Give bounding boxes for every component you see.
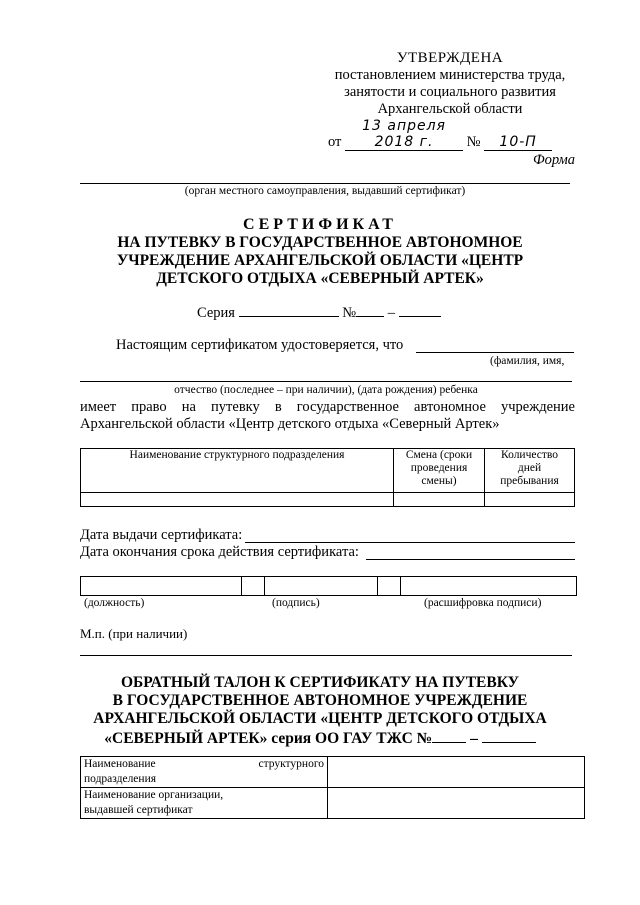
expiry-date-label: Дата окончания срока действия сертификата: xyxy=(80,544,359,560)
spacer-box xyxy=(241,576,265,596)
approval-from-label: от xyxy=(328,134,342,150)
coupon-title-4-row xyxy=(60,728,580,748)
name-caption-2: отчество (последнее – при наличии), (дата рождения) ребенка xyxy=(174,384,478,396)
decode-box[interactable] xyxy=(400,576,577,596)
approval-line-3: Архангельской области xyxy=(377,101,523,117)
approval-number-handwritten: 10-П xyxy=(484,134,552,151)
table-row xyxy=(81,493,575,507)
coupon-number-field-1[interactable] xyxy=(432,728,466,743)
cell-days[interactable] xyxy=(485,493,575,507)
certificate-subtitle-3: ДЕТСКОГО ОТДЫХА «СЕВЕРНЫЙ АРТЕК» xyxy=(156,270,484,287)
coupon-row-2-label-c: выдавшей сертификат xyxy=(84,804,193,816)
cert-number-field-1[interactable] xyxy=(356,302,384,317)
certifies-text: Настоящим сертификатом удостоверяется, что xyxy=(116,337,404,353)
stamp-label: М.п. (при наличии) xyxy=(80,626,188,641)
approval-number-label: № xyxy=(466,134,481,150)
header-shift-line: Смена (сроки xyxy=(405,449,473,461)
placement-table-header xyxy=(81,449,575,493)
table-row xyxy=(81,788,585,819)
cert-number-label: № xyxy=(342,305,357,321)
coupon-row-2-value[interactable] xyxy=(328,788,585,819)
header-structural-unit: Наименование структурного подразделения xyxy=(81,449,394,493)
coupon-row-1-label-line xyxy=(84,757,324,772)
header-days-line: Количество xyxy=(501,449,558,461)
series-row xyxy=(197,302,477,322)
approval-title: УТВЕРЖДЕНА xyxy=(396,50,504,66)
cell-shift[interactable] xyxy=(394,493,485,507)
cut-line xyxy=(80,655,572,656)
form-label: Форма xyxy=(533,152,575,168)
approval-block xyxy=(320,50,580,118)
coupon-number-field-2[interactable] xyxy=(482,728,536,743)
coupon-row-2-label-a: Наименование организации, xyxy=(84,789,224,801)
approval-date-handwritten: 13 апреля 2018 г. xyxy=(345,118,463,151)
coupon-title-1: ОБРАТНЫЙ ТАЛОН К СЕРТИФИКАТУ НА ПУТЕВКУ xyxy=(120,674,520,691)
right-line-2: Архангельской области «Центр детского отдыха «Северный Артек» xyxy=(80,416,500,432)
coupon-title-4: «СЕВЕРНЫЙ АРТЕК» серия ОО ГАУ ТЖС № xyxy=(104,730,433,747)
header-days-line: дней xyxy=(517,462,542,474)
issuer-caption: (орган местного самоуправления, выдавший сертификат) xyxy=(184,185,466,197)
spacer-box xyxy=(377,576,401,596)
certificate-title: СЕРТИФИКАТ xyxy=(243,216,397,233)
coupon-dash: – xyxy=(470,730,478,747)
coupon-row-1-label-a: Наименование xyxy=(84,758,156,770)
coupon-title-2: В ГОСУДАРСТВЕННОЕ АВТОНОМНОЕ УЧРЕЖДЕНИЕ xyxy=(112,692,528,709)
child-name-line-1[interactable] xyxy=(416,352,574,353)
series-field[interactable] xyxy=(239,302,339,317)
header-shift-line: проведения xyxy=(410,462,468,474)
coupon-row-1-label-c: подразделения xyxy=(84,773,157,785)
header-shift-line: смены) xyxy=(421,475,457,487)
approval-line-2: занятости и социального развития xyxy=(344,84,556,100)
coupon-title-block xyxy=(60,674,580,748)
certificate-title-block xyxy=(60,216,580,288)
position-caption: (должность) xyxy=(84,597,145,609)
expiry-date-field[interactable] xyxy=(366,559,575,560)
issue-date-field[interactable] xyxy=(245,542,575,543)
series-label: Серия xyxy=(197,305,235,321)
approval-date-row xyxy=(328,118,578,151)
cert-number-field-2[interactable] xyxy=(399,302,441,317)
position-box[interactable] xyxy=(80,576,242,596)
coupon-row-2-label xyxy=(81,788,328,819)
issue-date-label: Дата выдачи сертификата: xyxy=(80,527,243,543)
coupon-title-3: АРХАНГЕЛЬСКОЙ ОБЛАСТИ «ЦЕНТР ДЕТСКОГО ОТДЫХА xyxy=(93,710,547,727)
header-days xyxy=(485,449,575,493)
coupon-row-1-value[interactable] xyxy=(328,757,585,788)
certificate-subtitle-2: УЧРЕЖДЕНИЕ АРХАНГЕЛЬСКОЙ ОБЛАСТИ «ЦЕНТР xyxy=(116,252,524,269)
header-days-line: пребывания xyxy=(500,475,559,487)
placement-table xyxy=(80,448,575,507)
decode-caption: (расшифровка подписи) xyxy=(424,597,542,609)
name-caption-1: (фамилия, имя, xyxy=(490,355,565,367)
signature-box[interactable] xyxy=(264,576,378,596)
issuer-line xyxy=(80,183,570,184)
table-row xyxy=(81,757,585,788)
coupon-row-1-label xyxy=(81,757,328,788)
coupon-row-1-label-b: структурного xyxy=(258,758,324,770)
coupon-table xyxy=(80,756,585,819)
header-shift xyxy=(394,449,485,493)
certificate-subtitle-1: НА ПУТЕВКУ В ГОСУДАРСТВЕННОЕ АВТОНОМНОЕ xyxy=(117,234,523,251)
cert-number-dash: – xyxy=(387,305,395,321)
cell-structural-unit[interactable] xyxy=(81,493,394,507)
child-name-line-2[interactable] xyxy=(80,381,572,382)
approval-line-1: постановлением министерства труда, xyxy=(334,67,566,83)
right-line-1: имеет право на путевку в государственное автономное учреждение xyxy=(80,399,575,415)
signature-caption: (подпись) xyxy=(272,597,320,609)
